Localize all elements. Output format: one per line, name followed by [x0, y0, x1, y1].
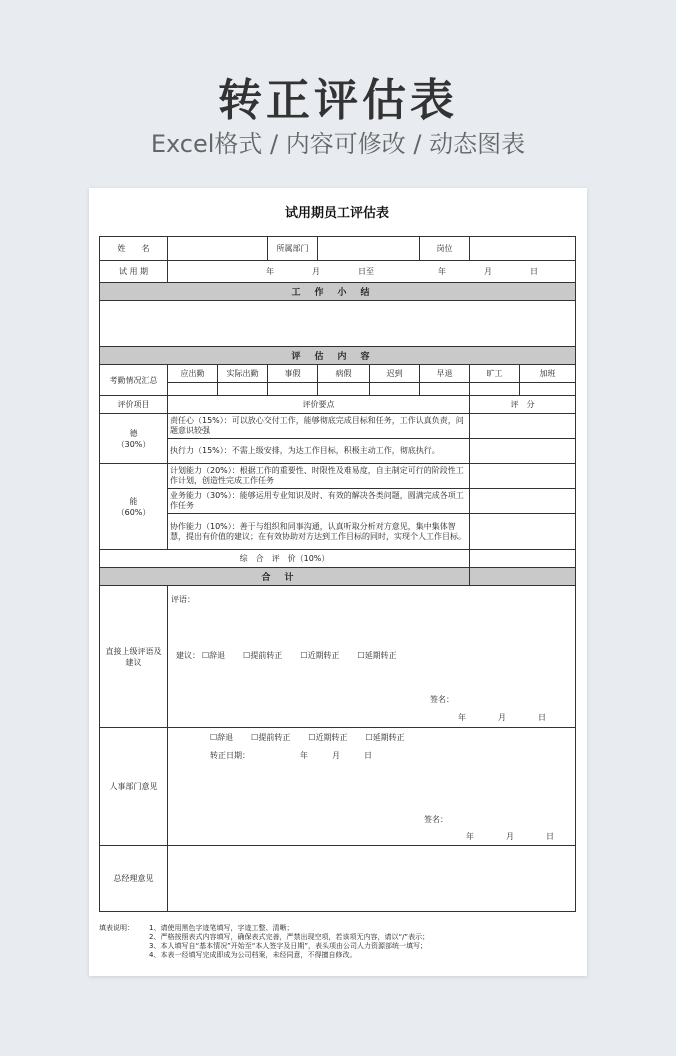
attendance-value[interactable]: [268, 383, 318, 396]
note-item: 2、严格按照表式内容填写，确保表式完善，严禁出现空项，若该项无内容，请以“/”表示；: [149, 933, 430, 941]
date-day: 日: [546, 832, 554, 841]
date-day: 日: [364, 751, 372, 760]
supervisor-sign-date: [458, 712, 546, 723]
score-cell[interactable]: [470, 514, 576, 550]
confirm-date: [210, 750, 372, 761]
position-label: 岗位: [420, 237, 470, 261]
attendance-header: 应出勤: [168, 365, 218, 383]
position-value[interactable]: [470, 237, 576, 261]
name-label: 姓 名: [100, 237, 168, 261]
attendance-header: 加班: [520, 365, 576, 383]
option-dismiss[interactable]: ☐辞退: [202, 651, 226, 660]
neng-item-cooperation: 协作能力（10%）：善于与组织和同事沟通，认真听取分析对方意见，集中集体智慧，提出有价值的建议；在有效协助对方达到工作目标的同时，实现个人工作目标。: [168, 514, 470, 550]
neng-label: 能: [129, 496, 138, 506]
option-recent-confirm[interactable]: ☐近期转正: [300, 651, 340, 660]
score-cell[interactable]: [470, 414, 576, 439]
dept-value[interactable]: [318, 237, 420, 261]
section-eval-content: 评估内容: [100, 347, 576, 365]
date-year: 年: [458, 713, 466, 722]
form-table: [99, 236, 576, 912]
attendance-header: 旷工: [470, 365, 520, 383]
comment-label: 评语：: [171, 595, 195, 604]
option-early-confirm[interactable]: ☐提前转正: [243, 651, 283, 660]
attendance-value[interactable]: [370, 383, 420, 396]
dept-label: 所属部门: [268, 237, 318, 261]
fill-instructions: [99, 924, 575, 960]
attendance-header: 病假: [318, 365, 370, 383]
date-year: 年: [466, 832, 474, 841]
attendance-value[interactable]: [168, 383, 218, 396]
attendance-header: 迟到: [370, 365, 420, 383]
date-year: 年: [300, 751, 308, 760]
de-label: 德: [129, 428, 138, 438]
score-cell[interactable]: [470, 489, 576, 514]
option-delay-confirm[interactable]: ☐延期转正: [365, 733, 405, 742]
probation-day-to: 日至: [358, 267, 374, 276]
date-month: 月: [332, 751, 340, 760]
de-weight: （30%）: [116, 439, 151, 449]
probation-label: 试 用 期: [100, 261, 168, 283]
date-month: 月: [498, 713, 506, 722]
hr-options: [210, 732, 423, 743]
total-score[interactable]: [470, 568, 576, 586]
probation-month-end: 月: [484, 267, 492, 276]
form-paper: [89, 188, 587, 976]
eval-points-label: 评价要点: [168, 396, 470, 414]
section-total: 合计: [100, 568, 470, 586]
attendance-value[interactable]: [470, 383, 520, 396]
form-title: 试用期员工评估表: [284, 206, 389, 221]
de-category: [100, 414, 168, 464]
section-work-summary: 工作小结: [100, 283, 576, 301]
hr-sign-date: [466, 831, 554, 842]
gm-label: 总经理意见: [100, 846, 168, 912]
neng-category: [100, 464, 168, 550]
score-cell[interactable]: [470, 464, 576, 489]
option-dismiss[interactable]: ☐辞退: [210, 733, 234, 742]
supervisor-sign-label: 签名：: [430, 695, 454, 704]
overall-eval-label: 综 合 评 价（10%）: [100, 550, 470, 568]
attendance-value[interactable]: [520, 383, 576, 396]
attendance-value[interactable]: [420, 383, 470, 396]
notes-head: 填表说明：: [99, 924, 134, 932]
hero-title: 转正评估表: [218, 75, 458, 126]
note-item: 4、本表一经填写完成即成为公司档案，未经同意，不得擅自修改。: [149, 951, 357, 959]
de-item-execution: 执行力（15%）：不需上级安排，为达工作目标，积极主动工作，彻底执行。: [168, 439, 470, 464]
confirm-date-label: 转正日期：: [210, 751, 250, 760]
hr-opinion[interactable]: [168, 728, 576, 846]
probation-month-start: 月: [312, 267, 320, 276]
date-day: 日: [538, 713, 546, 722]
attendance-header: 早退: [420, 365, 470, 383]
note-item: 1、请使用黑色字迹笔填写，字迹工整、清晰；: [149, 924, 294, 932]
probation-year-end: 年: [438, 267, 446, 276]
option-recent-confirm[interactable]: ☐近期转正: [308, 733, 348, 742]
eval-item-label: 评价项目: [100, 396, 168, 414]
date-month: 月: [506, 832, 514, 841]
supervisor-label: 直接上级评语及建议: [100, 586, 168, 728]
probation-year-start: 年: [266, 267, 274, 276]
neng-weight: （60%）: [116, 507, 151, 517]
neng-item-business: 业务能力（30%）：能够运用专业知识及时、有效的解决各类问题，圆满完成各项工作任务: [168, 489, 470, 514]
attendance-header: 实际出勤: [218, 365, 268, 383]
suggest-label: 建议：: [176, 651, 200, 660]
score-label: 评 分: [470, 396, 576, 414]
attendance-value[interactable]: [218, 383, 268, 396]
option-early-confirm[interactable]: ☐提前转正: [251, 733, 291, 742]
note-item: 3、本人填写自“基本情况”开始至“本人签字及日期”，表头项由公司人力资源部统一填写；: [149, 942, 427, 950]
attendance-value[interactable]: [318, 383, 370, 396]
work-summary-content[interactable]: [100, 301, 576, 347]
name-value[interactable]: [168, 237, 268, 261]
hr-sign-label: 签名：: [424, 815, 448, 824]
probation-day-end: 日: [530, 267, 538, 276]
attendance-label: 考勤情况汇总: [100, 365, 168, 396]
attendance-header: 事假: [268, 365, 318, 383]
score-cell[interactable]: [470, 439, 576, 464]
form-sheet: [99, 196, 575, 960]
option-delay-confirm[interactable]: ☐延期转正: [357, 651, 397, 660]
probation-period[interactable]: [168, 261, 576, 283]
neng-item-planning: 计划能力（20%）：根据工作的重要性、时限性及难易度，自主制定可行的阶段性工作计划，创造性完成工作任务: [168, 464, 470, 489]
supervisor-opinion[interactable]: [168, 586, 576, 728]
hero-subtitle: Excel格式 / 内容可修改 / 动态图表: [150, 130, 526, 158]
overall-score[interactable]: [470, 550, 576, 568]
suggest-options: [176, 650, 415, 661]
de-item-responsibility: 责任心（15%）：可以放心交付工作，能够彻底完成目标和任务，工作认真负责，问题意识较强: [168, 414, 470, 439]
hr-label: 人事部门意见: [100, 728, 168, 846]
gm-opinion[interactable]: [168, 846, 576, 912]
